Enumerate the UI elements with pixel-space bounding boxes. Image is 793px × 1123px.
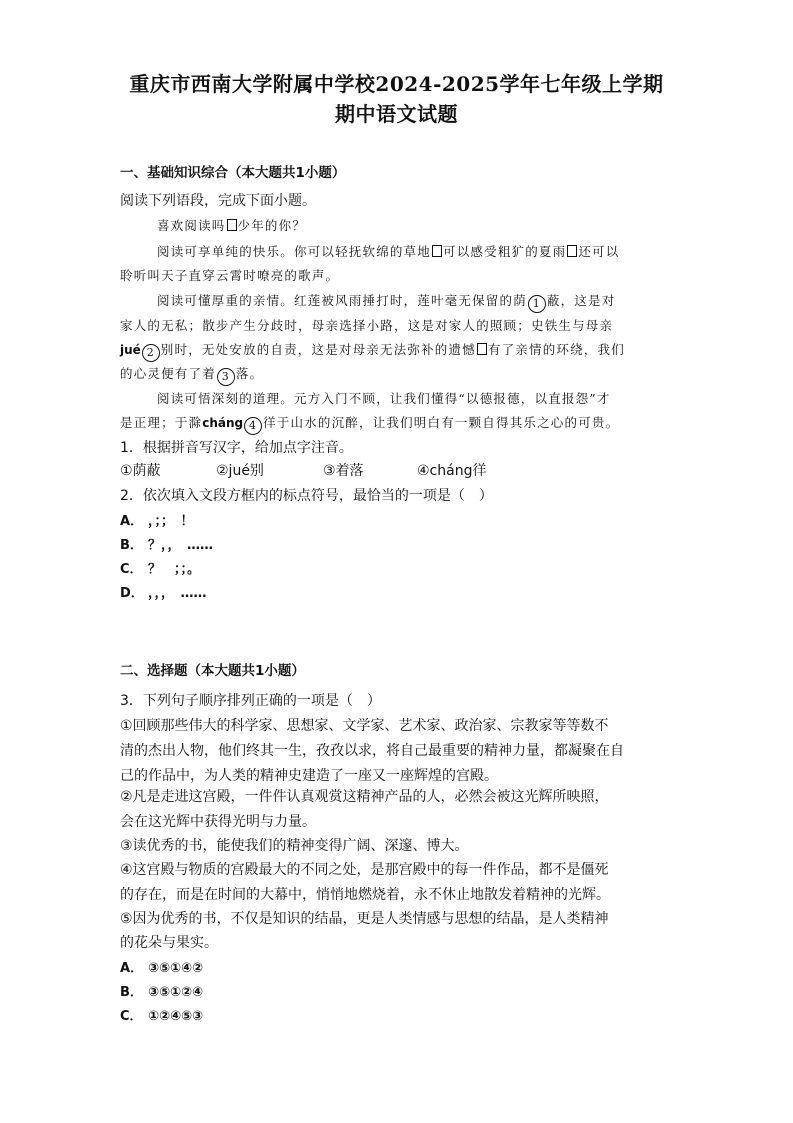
- passage-text: 阅读可享单纯的快乐。你可以轻抚软绵的草地: [157, 244, 432, 259]
- option-d[interactable]: [120, 582, 207, 601]
- question-1-stem: 1．根据拼音写汉字，给加点字注音。: [120, 440, 353, 456]
- q3-sentence-line: ②凡是走进这宫殿，一件件认真观赏这精神产品的人，必然会被这光辉所映照，: [120, 789, 609, 805]
- option-text: ③⑤①④②: [148, 961, 204, 976]
- passage-text: 喜欢阅读吗: [157, 218, 226, 233]
- circled-number: 4: [244, 417, 262, 435]
- passage-text: 家人的无私；散步产生分歧时，母亲选择小路，这是对家人的照顾；史铁生与母亲: [120, 318, 614, 333]
- question-1-items: [120, 460, 520, 480]
- blank-box: [477, 343, 487, 355]
- passage-line: [120, 364, 263, 386]
- option-letter: B．: [120, 538, 143, 553]
- q3-sentence-line: 清的杰出人物，他们终其一生，孜孜以求，将自己最重要的精神力量，都凝聚在自: [120, 743, 624, 759]
- section1-heading: 一、基础知识综合（本大题共1小题）: [120, 165, 346, 181]
- passage-text: 少年的你？: [237, 218, 307, 233]
- passage-line: [120, 413, 619, 435]
- passage-text: 还可以: [578, 244, 620, 259]
- option-text: ，；； ！: [148, 514, 194, 529]
- q3-sentence-line: ③读优秀的书，能使我们的精神变得广阔、深邃、博大。: [120, 838, 469, 854]
- passage-text: 阅读可懂厚重的亲情。红莲被风雨捶打时，莲叶毫无保留的荫: [157, 293, 527, 308]
- option-text: ？ ；；。: [148, 562, 201, 577]
- section2-heading: 二、选择题（本大题共1小题）: [120, 663, 305, 679]
- passage-text: 蔽，这是对: [546, 293, 616, 308]
- passage-text: 别时，无处安放的自责，这是对母亲无法弥补的遗憾: [160, 342, 476, 357]
- q3-sentence-line: 的存在，而是在时间的大幕中，悄悄地燃烧着，永不休止地散发着精神的光辉。: [120, 887, 610, 903]
- passage-text: 有了亲情的环绕，我们: [487, 342, 625, 357]
- option-letter: D．: [120, 586, 144, 601]
- option-letter: C．: [120, 1009, 143, 1024]
- q3-sentence-line: ①回顾那些伟大的科学家、思想家、文学家、艺术家、政治家、宗教家等等数不: [120, 718, 609, 734]
- option-b[interactable]: [120, 534, 213, 553]
- option-text: ①②④⑤③: [148, 1009, 204, 1024]
- option-a[interactable]: [120, 957, 203, 976]
- passage-line: [157, 216, 306, 234]
- option-c[interactable]: [120, 558, 200, 577]
- q3-sentence-line: 己的作品中，为人类的精神史建造了一座又一座辉煌的宫殿。: [120, 768, 498, 784]
- passage-line: [157, 242, 619, 260]
- q3-sentence-line: ⑤因为优秀的书，不仅是知识的结晶，更是人类情感与思想的结晶，是人类精神: [120, 911, 609, 927]
- passage-line: [120, 266, 339, 284]
- passage-text: 徉于山水的沉醉，让我们明白有一颗自得其乐之心的可贵。: [263, 415, 620, 430]
- circled-number: 1: [528, 295, 546, 313]
- question-2-stem: 2．依次填入文段方框内的标点符号，最恰当的一项是（ ）: [120, 488, 493, 504]
- passage-text: 聆听叫天子直穿云霄时嘹亮的歌声。: [120, 268, 340, 283]
- question-3-stem: 3．下列句子顺序排列正确的一项是（ ）: [120, 693, 381, 709]
- pinyin-text: jué: [120, 343, 141, 357]
- option-letter: C．: [120, 562, 143, 577]
- section1-intro: 阅读下列语段，完成下面小题。: [120, 193, 316, 209]
- option-letter: B．: [120, 985, 143, 1000]
- passage-line: [120, 316, 613, 334]
- option-b[interactable]: [120, 981, 203, 1000]
- page-subtitle: 期中语文试题: [335, 102, 458, 126]
- passage-line: [157, 389, 611, 407]
- page-title: 重庆市西南大学附属中学校2024-2025学年七年级上学期: [129, 72, 664, 96]
- q1-item: ③着落: [323, 463, 364, 479]
- q1-item: ①荫蔽: [120, 463, 161, 479]
- circled-number: 2: [142, 344, 160, 362]
- option-text: ③⑤①②④: [148, 985, 204, 1000]
- blank-box: [432, 245, 442, 257]
- passage-text: 的心灵便有了着: [120, 366, 216, 381]
- option-text: ，，， ……: [148, 586, 207, 601]
- blank-box: [567, 245, 577, 257]
- option-letter: A．: [120, 514, 144, 529]
- q3-sentence-line: ④这宫殿与物质的宫殿最大的不同之处，是那宫殿中的每一件作品，都不是僵死: [120, 862, 609, 878]
- passage-text: 落。: [235, 366, 264, 381]
- option-c[interactable]: [120, 1005, 203, 1024]
- q3-sentence-line: 的花朵与果实。: [120, 935, 218, 951]
- passage-line: [157, 291, 615, 313]
- pinyin-text: cháng: [202, 416, 244, 430]
- blank-box: [227, 219, 237, 231]
- q3-sentence-line: 会在这光辉中获得光明与力量。: [120, 814, 316, 830]
- q1-item: ④cháng徉: [417, 463, 487, 479]
- passage-text: 可以感受粗犷的夏雨: [443, 244, 567, 259]
- circled-number: 3: [217, 368, 235, 386]
- option-text: ？，， ……: [148, 538, 214, 553]
- passage-text: 是正理；于滁: [120, 415, 203, 430]
- passage-line: [120, 340, 625, 362]
- q1-item: ②jué别: [216, 463, 264, 479]
- passage-text: 阅读可悟深刻的道理。元方入门不顾，让我们懂得“以德报德，以直报怨”才: [157, 391, 611, 406]
- option-letter: A．: [120, 961, 144, 976]
- option-a[interactable]: [120, 510, 194, 529]
